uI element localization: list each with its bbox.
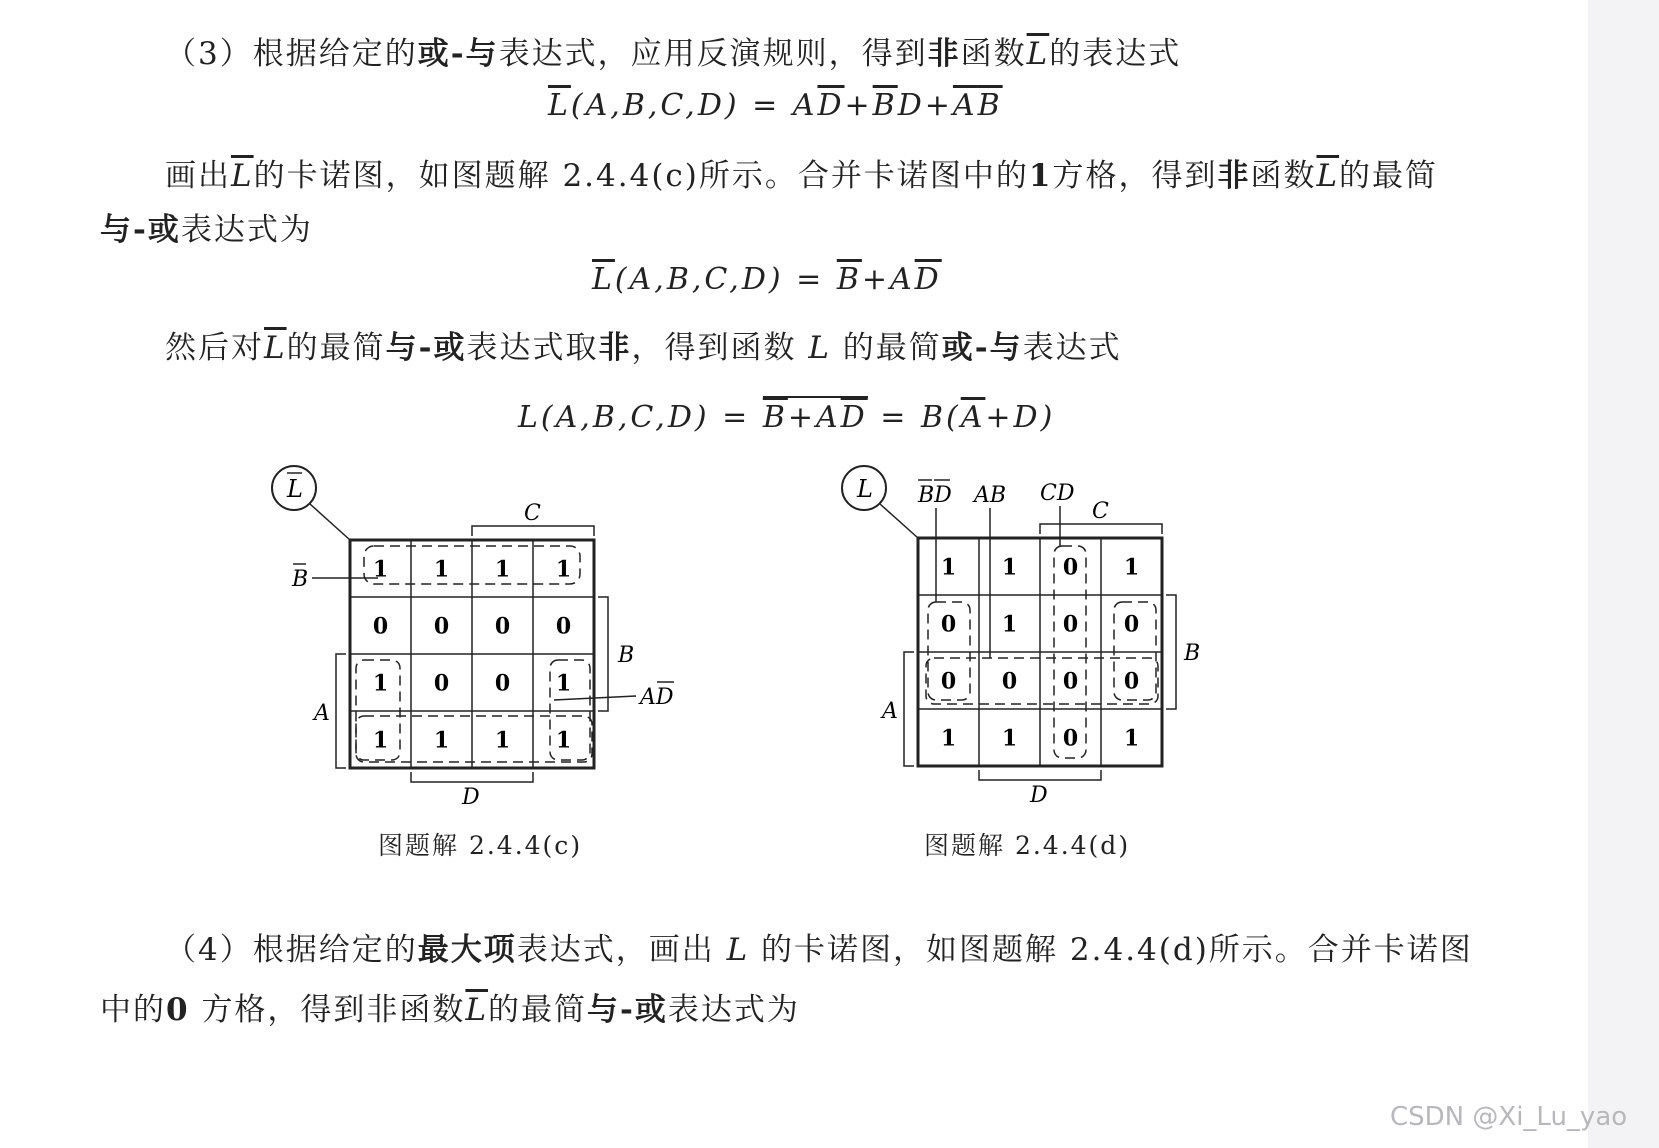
map-cell-value: 0	[1062, 668, 1079, 695]
bold-term: 与-或	[100, 212, 181, 248]
text: 然后对	[165, 330, 264, 366]
text: 的最简	[1339, 158, 1439, 194]
math-symbol: $\overline{L}$	[548, 88, 571, 123]
math-text: +	[844, 88, 873, 123]
math-symbol: $\overline{L}$	[1316, 158, 1340, 194]
bold-term: 非	[1217, 158, 1251, 194]
map-cell-value: 0	[1062, 611, 1079, 638]
math-symbol: $\overline{D}$	[914, 262, 942, 297]
math-symbol: $\overline{A}$	[952, 88, 978, 123]
text: 表达式，应用反演规则，得到	[498, 36, 928, 72]
map-cell-value: 0	[1062, 725, 1079, 752]
map-cell-value: 0	[1123, 668, 1140, 695]
text: 表达式为	[667, 992, 800, 1028]
bold-term: 或-与	[417, 36, 499, 72]
map-cell-value: 1	[433, 556, 450, 583]
paragraph-3-line	[165, 322, 1122, 367]
text: 表达式	[1022, 330, 1122, 366]
math-symbol: L	[726, 932, 750, 968]
watermark: CSDN @Xi_Lu_yao	[1390, 1102, 1628, 1132]
math-symbol: $\overline{L}$	[465, 992, 489, 1028]
leader-line	[880, 504, 918, 538]
group-label-AB: AB	[974, 483, 1007, 508]
var-label-B: B	[1184, 641, 1201, 666]
map-cell-value: 0	[1062, 554, 1079, 581]
bracket-B	[1166, 595, 1176, 709]
text: 表达式取	[466, 330, 599, 366]
map-cell-value: 0	[433, 670, 450, 697]
equation-1	[548, 88, 1003, 123]
section-3-line	[165, 28, 1181, 73]
text: 的最简	[842, 330, 942, 366]
text: 表达式为	[180, 212, 313, 248]
paragraph-2-line-2	[100, 204, 313, 249]
math-symbol: $\overline{L}$	[231, 158, 254, 194]
map-cell-value: 0	[494, 670, 511, 697]
map-cell-value: 0	[1001, 668, 1018, 695]
bold-term: 0	[166, 992, 190, 1028]
math-symbol: L	[808, 330, 831, 366]
map-cell-value: 1	[372, 727, 389, 754]
text: （3）根据给定的	[165, 36, 418, 72]
var-label-D: D	[1030, 783, 1048, 808]
bracket-A	[904, 652, 914, 766]
map-cell-value: 0	[940, 668, 957, 695]
function-label: L	[287, 475, 303, 503]
bracket-D	[979, 770, 1101, 780]
math-symbol: $\overline{L}$	[592, 262, 615, 297]
equation-3	[518, 396, 1055, 435]
group-label-BD: BD	[918, 483, 952, 508]
function-label: L	[857, 475, 873, 503]
bracket-D	[411, 772, 533, 782]
math-text: = B(	[880, 400, 961, 435]
group-label-CD: CD	[1040, 481, 1075, 506]
section-4-line-2	[100, 984, 800, 1029]
math-text: +A	[787, 400, 841, 435]
map-cell-value: 1	[1123, 725, 1140, 752]
text: 画出	[165, 158, 231, 194]
math-text: +A	[861, 262, 915, 297]
map-cell-value: 1	[940, 725, 957, 752]
map-cell-value: 1	[940, 554, 957, 581]
text: 的最简	[286, 330, 386, 366]
map-cell-value: 0	[372, 613, 389, 640]
math-symbol: $\overline{D}$	[817, 88, 845, 123]
map-cell-value: 0	[940, 611, 957, 638]
math-text: +D)	[985, 400, 1056, 435]
text: 方格，得到非函数	[201, 992, 466, 1028]
text: 表达式，画出	[516, 932, 715, 968]
bracket-C	[1040, 524, 1162, 534]
math-symbol: $\overline{B}$	[836, 262, 862, 297]
math-symbol: $\overline{B}$	[762, 400, 788, 435]
paragraph-2-line-1	[165, 150, 1438, 195]
map-cell-value: 1	[372, 556, 389, 583]
bold-term: 非	[598, 330, 632, 366]
text: 函数	[1250, 158, 1317, 194]
bold-term: 1	[1028, 158, 1053, 194]
bracket-A	[336, 654, 346, 768]
math-symbol: $\overline{B}$	[977, 88, 1003, 123]
math-text: L(A,B,C,D) =	[518, 400, 751, 435]
map-cell-value: 0	[433, 613, 450, 640]
text: 函数	[960, 36, 1027, 72]
map-cell-value: 0	[1123, 611, 1140, 638]
map-cell-value: 1	[494, 727, 511, 754]
equation-2	[592, 262, 942, 297]
var-label-D: D	[462, 785, 480, 810]
math-symbol: $\overline{L}$	[264, 330, 287, 366]
text: ，得到函数	[631, 330, 797, 366]
var-label-C: C	[524, 501, 541, 526]
map-cell-value: 0	[494, 613, 511, 640]
section-4-line-1	[165, 924, 1473, 969]
map-cell-value: 0	[555, 613, 572, 640]
map-cell-value: 1	[555, 556, 572, 583]
map-cell-value: 1	[1123, 554, 1140, 581]
math-symbol: $\overline{A}$	[960, 400, 986, 435]
karnaugh-map-d	[830, 460, 1250, 820]
var-label-A: A	[314, 701, 330, 726]
figure-caption-c: 图题解 2.4.4(c)	[378, 831, 583, 860]
var-label-C: C	[1092, 499, 1109, 524]
var-label-B: B	[618, 643, 635, 668]
math-symbol: $\overline{B}$	[872, 88, 898, 123]
bold-term: 与-或	[385, 330, 467, 366]
text: 方格，得到	[1052, 158, 1218, 194]
math-symbol: $\overline{D}$	[840, 400, 868, 435]
map-cell-value: 1	[1001, 725, 1018, 752]
figure-caption-d: 图题解 2.4.4(d)	[924, 831, 1131, 860]
text: （4）根据给定的	[165, 932, 418, 968]
karnaugh-map-c	[260, 460, 720, 820]
text: 的最简	[488, 992, 588, 1028]
bracket-B	[598, 597, 608, 711]
var-label-A: A	[882, 699, 898, 724]
text: 的表达式	[1049, 36, 1182, 72]
map-cell-value: 1	[1001, 611, 1018, 638]
text: 的卡诺图，如图题解 2.4.4(d)所示。合并卡诺图	[761, 932, 1473, 968]
text: 中的	[100, 992, 166, 1028]
math-text: D+	[897, 88, 953, 123]
group-label-B: B	[292, 567, 309, 592]
text: 的卡诺图，如图题解 2.4.4(c)所示。合并卡诺图中的	[253, 158, 1029, 194]
bold-term: 最大项	[417, 932, 517, 968]
leader-line	[310, 504, 350, 540]
bold-term: 非	[927, 36, 961, 72]
map-cell-value: 1	[372, 670, 389, 697]
map-cell-value: 1	[555, 670, 572, 697]
map-cell-value: 1	[555, 727, 572, 754]
bold-term: 或-与	[941, 330, 1023, 366]
math-symbol: $\overline{L}$	[1026, 36, 1050, 72]
page-margin-strip	[1588, 0, 1659, 1148]
map-cell-value: 1	[1001, 554, 1018, 581]
math-text: (A,B,C,D) =	[614, 262, 825, 297]
negated-group	[763, 396, 868, 435]
group-label-AD: AD	[640, 685, 674, 710]
bold-term: 与-或	[587, 992, 668, 1028]
bracket-C	[472, 526, 594, 536]
map-cell-value: 1	[433, 727, 450, 754]
map-cell-value: 1	[494, 556, 511, 583]
math-text: (A,B,C,D) = A	[570, 88, 818, 123]
